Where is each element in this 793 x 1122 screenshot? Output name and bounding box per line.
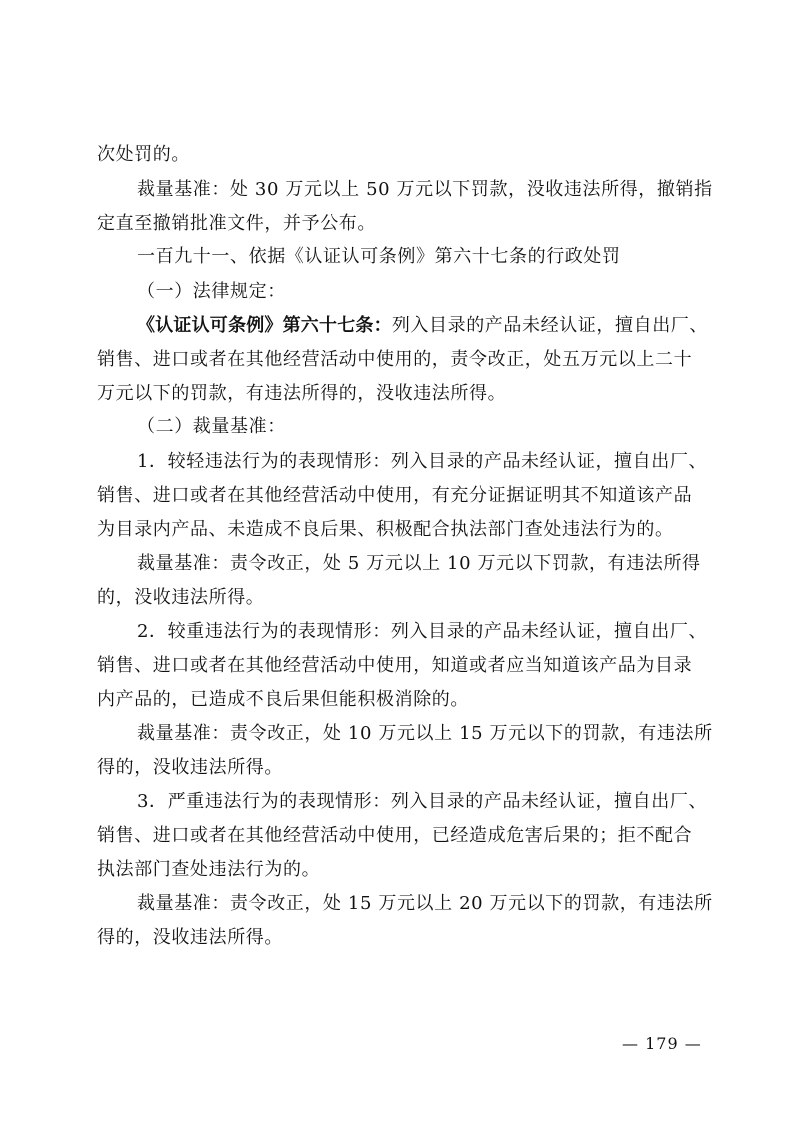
text-line: 裁量基准：责令改正，处 15 万元以上 20 万元以下的罚款，有违法所 [137,893,713,914]
section-heading: 一百九十一、依据《认证认可条例》第六十七条的行政处罚 [137,246,621,267]
text-line: 销售、进口或者在其他经营活动中使用，有充分证据证明其不知道该产品 [97,485,693,506]
text-line: 的，没收违法所得。 [97,587,265,608]
text-line: 裁量基准：责令改正，处 10 万元以上 15 万元以下的罚款，有违法所 [137,723,713,744]
article-reference: 《认证认可条例》第六十七条： [137,315,392,336]
subsection-heading: （一）法律规定： [137,281,286,302]
subsection-heading: （二）裁量基准： [137,416,286,437]
text-line: 定直至撤销批准文件，并予公布。 [97,213,376,234]
article-text: 列入目录的产品未经认证，擅自出厂、 [391,315,709,336]
text-line: 销售、进口或者在其他经营活动中使用，已经造成危害后果的；拒不配合 [97,825,693,846]
page-number: — 179 — [622,1034,702,1053]
text-line: 为目录内产品、未造成不良后果、积极配合执法部门查处违法行为的。 [97,519,674,540]
text-line: 销售、进口或者在其他经营活动中使用的，责令改正，处五万元以上二十 [97,349,693,370]
text-line: 万元以下的罚款，有违法所得的，没收违法所得。 [97,383,507,404]
text-line [137,314,708,338]
text-line: 次处罚的。 [97,144,190,165]
text-line: 裁量基准：责令改正，处 5 万元以上 10 万元以下罚款，有违法所得 [137,553,701,574]
text-line: 内产品的，已造成不良后果但能积极消除的。 [97,689,469,710]
text-line: 得的，没收违法所得。 [97,757,283,778]
text-line: 2．较重违法行为的表现情形：列入目录的产品未经认证，擅自出厂、 [137,621,708,642]
text-line: 3．严重违法行为的表现情形：列入目录的产品未经认证，擅自出厂、 [137,791,708,812]
text-line: 销售、进口或者在其他经营活动中使用，知道或者应当知道该产品为目录 [97,655,693,676]
text-line: 裁量基准：处 30 万元以上 50 万元以下罚款，没收违法所得，撤销指 [137,179,713,200]
text-line: 执法部门查处违法行为的。 [97,859,321,880]
text-line: 得的，没收违法所得。 [97,927,283,948]
text-line: 1．较轻违法行为的表现情形：列入目录的产品未经认证，擅自出厂、 [137,451,708,472]
